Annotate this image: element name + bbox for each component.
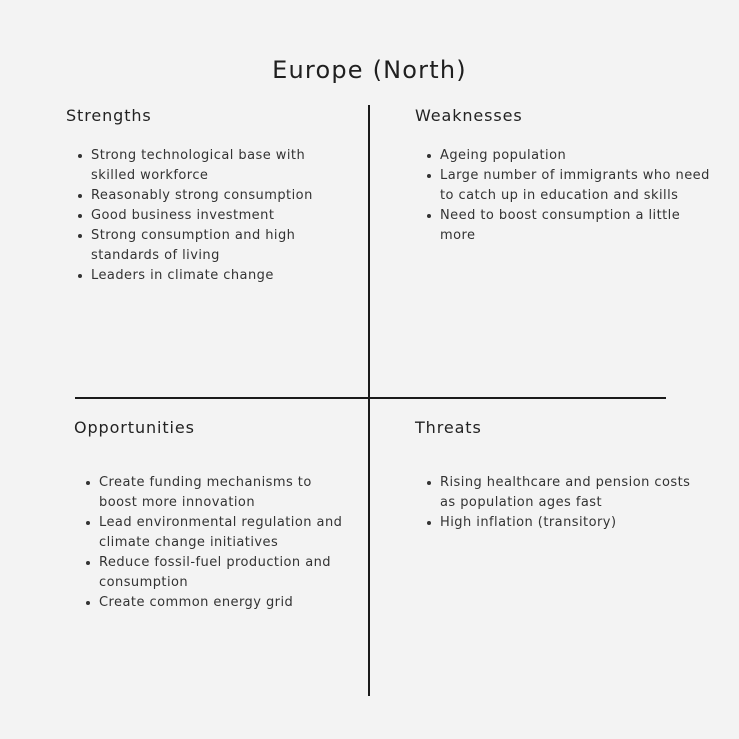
strengths-quadrant <box>66 106 356 283</box>
strengths-item: Reasonably strong consumption <box>76 186 346 206</box>
weaknesses-item: Need to boost consumption a little more <box>425 206 710 246</box>
strengths-list <box>76 146 346 286</box>
horizontal-divider <box>75 397 666 399</box>
opportunities-list <box>84 473 354 613</box>
strengths-item: Strong technological base with skilled workforce <box>76 146 346 186</box>
strengths-heading: Strengths <box>66 106 152 125</box>
threats-quadrant <box>415 418 715 530</box>
threats-heading: Threats <box>415 418 482 437</box>
vertical-divider <box>368 105 370 696</box>
opportunities-item: Create funding mechanisms to boost more innovation <box>84 473 354 513</box>
strengths-item: Leaders in climate change <box>76 266 346 286</box>
threats-item: Rising healthcare and pension costs as population ages fast <box>425 473 710 513</box>
opportunities-item: Reduce fossil-fuel production and consumption <box>84 553 354 593</box>
weaknesses-item: Ageing population <box>425 146 710 166</box>
weaknesses-heading: Weaknesses <box>415 106 523 125</box>
weaknesses-list <box>425 146 710 246</box>
opportunities-heading: Opportunities <box>74 418 195 437</box>
weaknesses-quadrant <box>415 106 715 243</box>
threats-item: High inflation (transitory) <box>425 513 710 533</box>
strengths-item: Good business investment <box>76 206 346 226</box>
strengths-item: Strong consumption and high standards of living <box>76 226 346 266</box>
page-title: Europe (North) <box>272 56 467 85</box>
opportunities-item: Lead environmental regulation and climate change initiatives <box>84 513 354 553</box>
opportunities-quadrant <box>74 418 364 610</box>
threats-list <box>425 473 710 533</box>
opportunities-item: Create common energy grid <box>84 593 354 613</box>
weaknesses-item: Large number of immigrants who need to catch up in education and skills <box>425 166 710 206</box>
